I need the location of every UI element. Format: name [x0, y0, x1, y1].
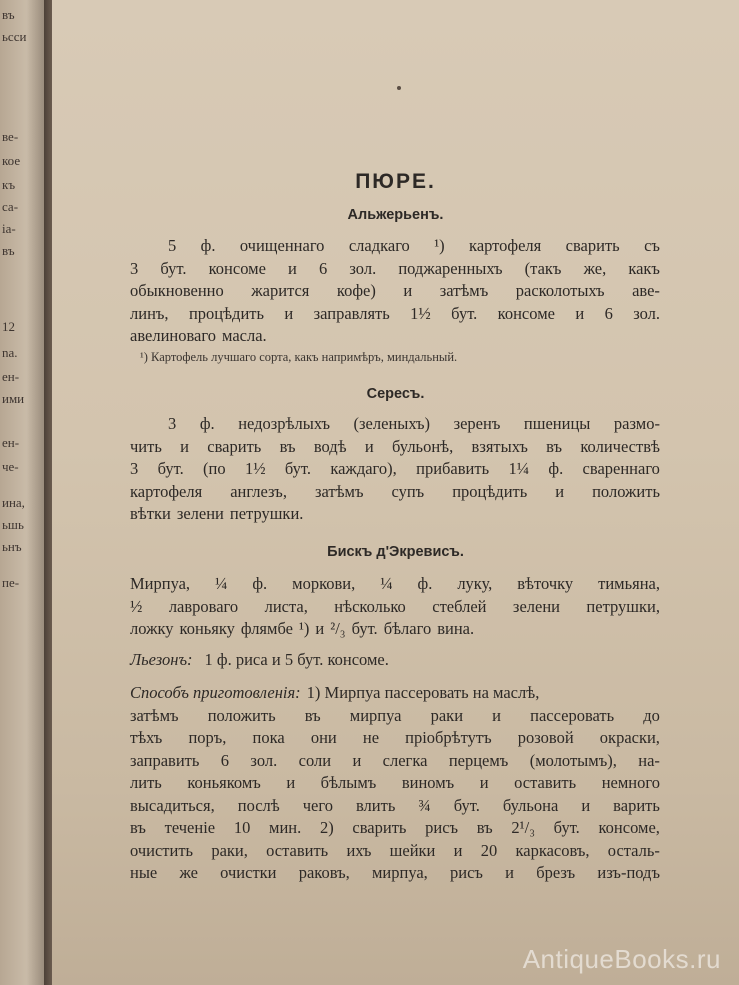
- word: бѣлымъ: [320, 773, 377, 792]
- word: тѣхъ: [130, 728, 163, 747]
- word: ные: [130, 863, 158, 882]
- left-page-fragment: че-: [2, 459, 19, 474]
- word: мин.: [269, 818, 302, 837]
- word: затѣмъ: [314, 481, 364, 501]
- word: 2¹/₃: [511, 818, 535, 837]
- word: виномъ: [401, 773, 455, 792]
- word: картофеля: [469, 236, 542, 255]
- text-line: [130, 414, 660, 437]
- left-page-fragment: пе-: [2, 575, 20, 590]
- word: пріобрѣтутъ: [405, 728, 492, 747]
- word: на-: [638, 750, 660, 770]
- text-line: [130, 504, 660, 527]
- word: затѣмъ: [439, 281, 489, 300]
- watermark: AntiqueBooks.ru: [522, 944, 721, 974]
- word: консоме: [497, 303, 555, 323]
- word: ¹): [434, 236, 445, 255]
- left-page-fragment: въ: [2, 243, 15, 258]
- word: очистки: [220, 863, 277, 882]
- word: пассеровать: [530, 705, 615, 725]
- text-line: [130, 773, 660, 796]
- word: въ: [130, 818, 146, 837]
- word: ф.: [199, 414, 215, 433]
- word: до: [643, 705, 660, 725]
- word: масла.: [222, 326, 267, 345]
- word: петрушки.: [229, 504, 304, 523]
- word: сварить: [565, 236, 620, 255]
- text-line: [130, 751, 660, 774]
- word: изъ-подъ: [597, 863, 660, 882]
- footnote: ¹) Картофель лучшаго сорта, какъ напримѣръ, миндальный.: [140, 350, 458, 364]
- text-line: [130, 459, 660, 482]
- word: заправить: [130, 750, 200, 770]
- word: очищеннаго: [239, 236, 325, 255]
- word: зелени: [512, 596, 560, 616]
- word: консоме,: [598, 818, 660, 837]
- word: ¼: [215, 574, 228, 593]
- section-title-seres: Сересъ.: [366, 386, 425, 402]
- liaison-text: 1 ф. риса и 5 бут. консоме.: [204, 650, 389, 669]
- word: недозрѣлыхъ: [238, 414, 330, 433]
- text-line: [130, 574, 660, 597]
- section-body-bisque: [130, 574, 660, 642]
- word: супъ: [391, 481, 425, 501]
- word: лить: [130, 773, 162, 792]
- method-first: 1) Мирпуа пассеровать на маслѣ,: [306, 683, 540, 702]
- word: 10: [233, 818, 251, 837]
- left-page-fragment: ьнъ: [2, 539, 22, 554]
- book-page: [52, 0, 739, 985]
- word: 6: [319, 258, 328, 278]
- word: прибавить: [416, 459, 490, 478]
- word: очистить: [130, 840, 194, 860]
- word: сварить: [207, 436, 262, 456]
- word: чего: [302, 795, 333, 815]
- word: каркасовъ,: [515, 840, 590, 860]
- word: ф.: [548, 459, 564, 478]
- word: затѣмъ: [130, 705, 179, 725]
- word: процѣдить: [452, 481, 528, 501]
- left-page-fragment: na.: [2, 345, 18, 360]
- text-line: [130, 482, 660, 505]
- word: оставить: [266, 840, 329, 860]
- text-line: [130, 841, 660, 864]
- word: и: [479, 773, 489, 792]
- word: бут.: [157, 459, 184, 478]
- left-page-fragment: ьшь: [2, 517, 24, 532]
- word: бульона: [502, 795, 559, 815]
- word: ложку: [130, 619, 174, 638]
- word: и: [284, 303, 294, 323]
- word: они: [310, 728, 337, 747]
- word: бут.: [284, 459, 312, 478]
- word: луку,: [457, 574, 493, 593]
- word: ф.: [417, 574, 433, 593]
- word: процѣдить: [188, 303, 265, 323]
- word: въ: [546, 436, 563, 456]
- word: поджаренныхъ: [398, 258, 503, 278]
- word: 3: [130, 258, 139, 278]
- text-line: [130, 259, 660, 282]
- word: 6: [220, 750, 230, 770]
- word: не: [362, 728, 380, 747]
- word: чить: [130, 436, 162, 456]
- word: и: [581, 795, 591, 815]
- word: бут.: [160, 258, 187, 278]
- section-title-bisque: Бискъ д'Экревисъ.: [327, 544, 464, 560]
- word: съ: [644, 236, 660, 255]
- word: лавроваго: [168, 596, 239, 616]
- word: 2): [319, 818, 334, 837]
- word: положить: [207, 705, 276, 725]
- word: пшеницы: [523, 414, 591, 433]
- word: ¹): [298, 619, 310, 638]
- word: картофеля: [130, 481, 203, 501]
- word: (такъ: [524, 258, 562, 278]
- word: 6: [604, 303, 613, 323]
- word: ½: [130, 596, 143, 616]
- word: раковъ,: [298, 863, 350, 882]
- page-heading: ПЮРЕ.: [355, 170, 436, 193]
- text-line: [130, 236, 660, 259]
- page-mark: [397, 86, 401, 90]
- word: и: [364, 436, 374, 456]
- word: поръ,: [188, 728, 227, 747]
- word: высадиться,: [130, 795, 215, 815]
- word: зол.: [250, 750, 278, 770]
- text-line: [130, 619, 660, 642]
- word: водѣ: [313, 436, 347, 456]
- word: и: [505, 863, 514, 882]
- word: зол.: [633, 303, 660, 323]
- word: Мирпуа,: [130, 574, 191, 593]
- word: мирпуа: [349, 705, 402, 725]
- word: окраски,: [599, 728, 660, 747]
- word: 3: [130, 459, 139, 478]
- liaison-line: [130, 650, 660, 673]
- word: стеблей: [432, 596, 487, 616]
- left-page-fragment: въ: [2, 7, 15, 22]
- word: жарится: [251, 281, 310, 300]
- word: и: [575, 303, 585, 323]
- section-body-alzherien: [130, 236, 660, 349]
- method-block: [130, 683, 660, 886]
- word: и: [403, 281, 413, 300]
- word: бут.: [453, 795, 480, 815]
- word: линъ,: [130, 303, 169, 323]
- liaison-label: Льезонъ:: [130, 650, 193, 669]
- word: флямбе: [240, 619, 293, 638]
- left-page-fragment: ен-: [2, 435, 20, 450]
- left-page-fragment: ен-: [2, 369, 20, 384]
- word: варить: [613, 795, 660, 815]
- left-page-edge: [0, 0, 44, 985]
- word: сварить: [352, 818, 407, 837]
- word: обыкновенно: [130, 281, 224, 300]
- word: оставить: [514, 773, 577, 792]
- word: же: [179, 863, 198, 882]
- word: бѣлаго: [383, 619, 432, 638]
- word: заправлять: [313, 303, 390, 323]
- word: тимьяна,: [598, 574, 660, 593]
- word: моркови,: [292, 574, 356, 593]
- word: каждаго),: [330, 459, 397, 478]
- text-line: [130, 326, 660, 349]
- text-line: [130, 706, 660, 729]
- word: слегка: [382, 750, 428, 770]
- word: раки,: [211, 840, 248, 860]
- left-page-fragment: кое: [2, 153, 21, 168]
- word: раки: [430, 705, 464, 725]
- word: рисъ: [425, 818, 459, 837]
- word: авелиноваго: [130, 326, 216, 345]
- left-page-fragment: ia-: [2, 221, 16, 236]
- method-row: [130, 683, 660, 706]
- word: петрушки,: [586, 596, 660, 616]
- word: въ: [279, 436, 296, 456]
- word: расколотыхъ: [515, 281, 605, 300]
- word: и: [492, 705, 501, 725]
- word: рисъ: [450, 863, 483, 882]
- word: 1½: [410, 303, 431, 323]
- left-page-fragment: къ: [2, 177, 16, 192]
- word: пока: [252, 728, 285, 747]
- word: теченіе: [164, 818, 216, 837]
- word: брезъ: [536, 863, 576, 882]
- word: шейки: [389, 840, 436, 860]
- word: (молотымъ),: [529, 750, 617, 770]
- word: количествѣ: [580, 436, 660, 456]
- word: консоме: [208, 258, 266, 278]
- word: бут.: [451, 303, 478, 323]
- text-line: [130, 597, 660, 620]
- word: (зеленыхъ): [353, 414, 431, 433]
- word: аве-: [632, 281, 660, 300]
- word: 20: [480, 840, 498, 860]
- text-line: [130, 304, 660, 327]
- left-page-fragment: ина,: [2, 495, 25, 510]
- word: соли: [298, 750, 332, 770]
- word: и: [555, 481, 565, 501]
- left-page-fragment: ими: [2, 391, 25, 406]
- word: вина.: [437, 619, 475, 638]
- word: послѣ: [237, 795, 280, 815]
- word: и: [352, 750, 362, 770]
- word: въ: [476, 818, 493, 837]
- word: ¾: [418, 795, 431, 815]
- word: и: [288, 258, 297, 278]
- word: влить: [355, 795, 396, 815]
- word: взятыхъ: [471, 436, 528, 456]
- word: ¼: [380, 574, 393, 593]
- word: бульонѣ,: [392, 436, 454, 456]
- word: коньяку: [179, 619, 235, 638]
- word: нѣсколько: [334, 596, 406, 616]
- word: 1¼: [508, 459, 530, 478]
- word: немного: [601, 773, 660, 792]
- text-line: [130, 728, 660, 751]
- left-page-fragment: ве-: [2, 129, 19, 144]
- text-line: [130, 796, 660, 819]
- word: и: [180, 436, 189, 456]
- word: зелени: [176, 504, 224, 523]
- word: 5: [168, 236, 177, 255]
- word: какъ: [628, 258, 660, 278]
- word: бут.: [351, 619, 378, 638]
- text-line: [130, 437, 660, 460]
- word: положить: [592, 481, 660, 501]
- text-line: [130, 818, 660, 841]
- section-title-alzherien: Альжерьенъ.: [347, 207, 444, 223]
- left-page-fragment: 12: [2, 319, 15, 334]
- word: же,: [583, 258, 607, 278]
- word: ф.: [200, 236, 216, 255]
- text-line: [130, 281, 660, 304]
- word: коньякомъ: [187, 773, 261, 792]
- word: листа,: [264, 596, 308, 616]
- word: вѣточку: [517, 574, 574, 593]
- word: (по: [203, 459, 226, 478]
- word: ихъ: [346, 840, 372, 860]
- book-gutter: [44, 0, 52, 985]
- word: зол.: [349, 258, 377, 278]
- word: и: [315, 619, 325, 638]
- word: 3: [168, 414, 177, 433]
- word: осталь-: [607, 840, 660, 860]
- word: и: [286, 773, 296, 792]
- method-label: Способъ приготовленія:: [130, 683, 301, 702]
- word: ²/₃: [330, 619, 346, 638]
- liaison-row: [130, 650, 660, 673]
- word: бут.: [553, 818, 580, 837]
- text-line: [130, 863, 660, 886]
- word: перцемъ: [448, 750, 509, 770]
- word: мирпуа,: [371, 863, 428, 882]
- word: вѣтки: [130, 504, 171, 523]
- word: размо-: [613, 414, 660, 433]
- word: и: [453, 840, 463, 860]
- section-body-seres: [130, 414, 660, 527]
- word: сладкаго: [348, 236, 410, 255]
- word: кофе): [336, 281, 376, 300]
- word: свареннаго: [582, 459, 660, 478]
- word: ф.: [252, 574, 268, 593]
- word: розовой: [517, 728, 574, 747]
- left-page-fragment: са-: [2, 199, 19, 214]
- word: 1½: [244, 459, 266, 478]
- word: англезъ,: [230, 481, 287, 501]
- left-page-fragment: ьсси: [2, 29, 27, 44]
- word: въ: [304, 705, 321, 725]
- word: зеренъ: [453, 414, 501, 433]
